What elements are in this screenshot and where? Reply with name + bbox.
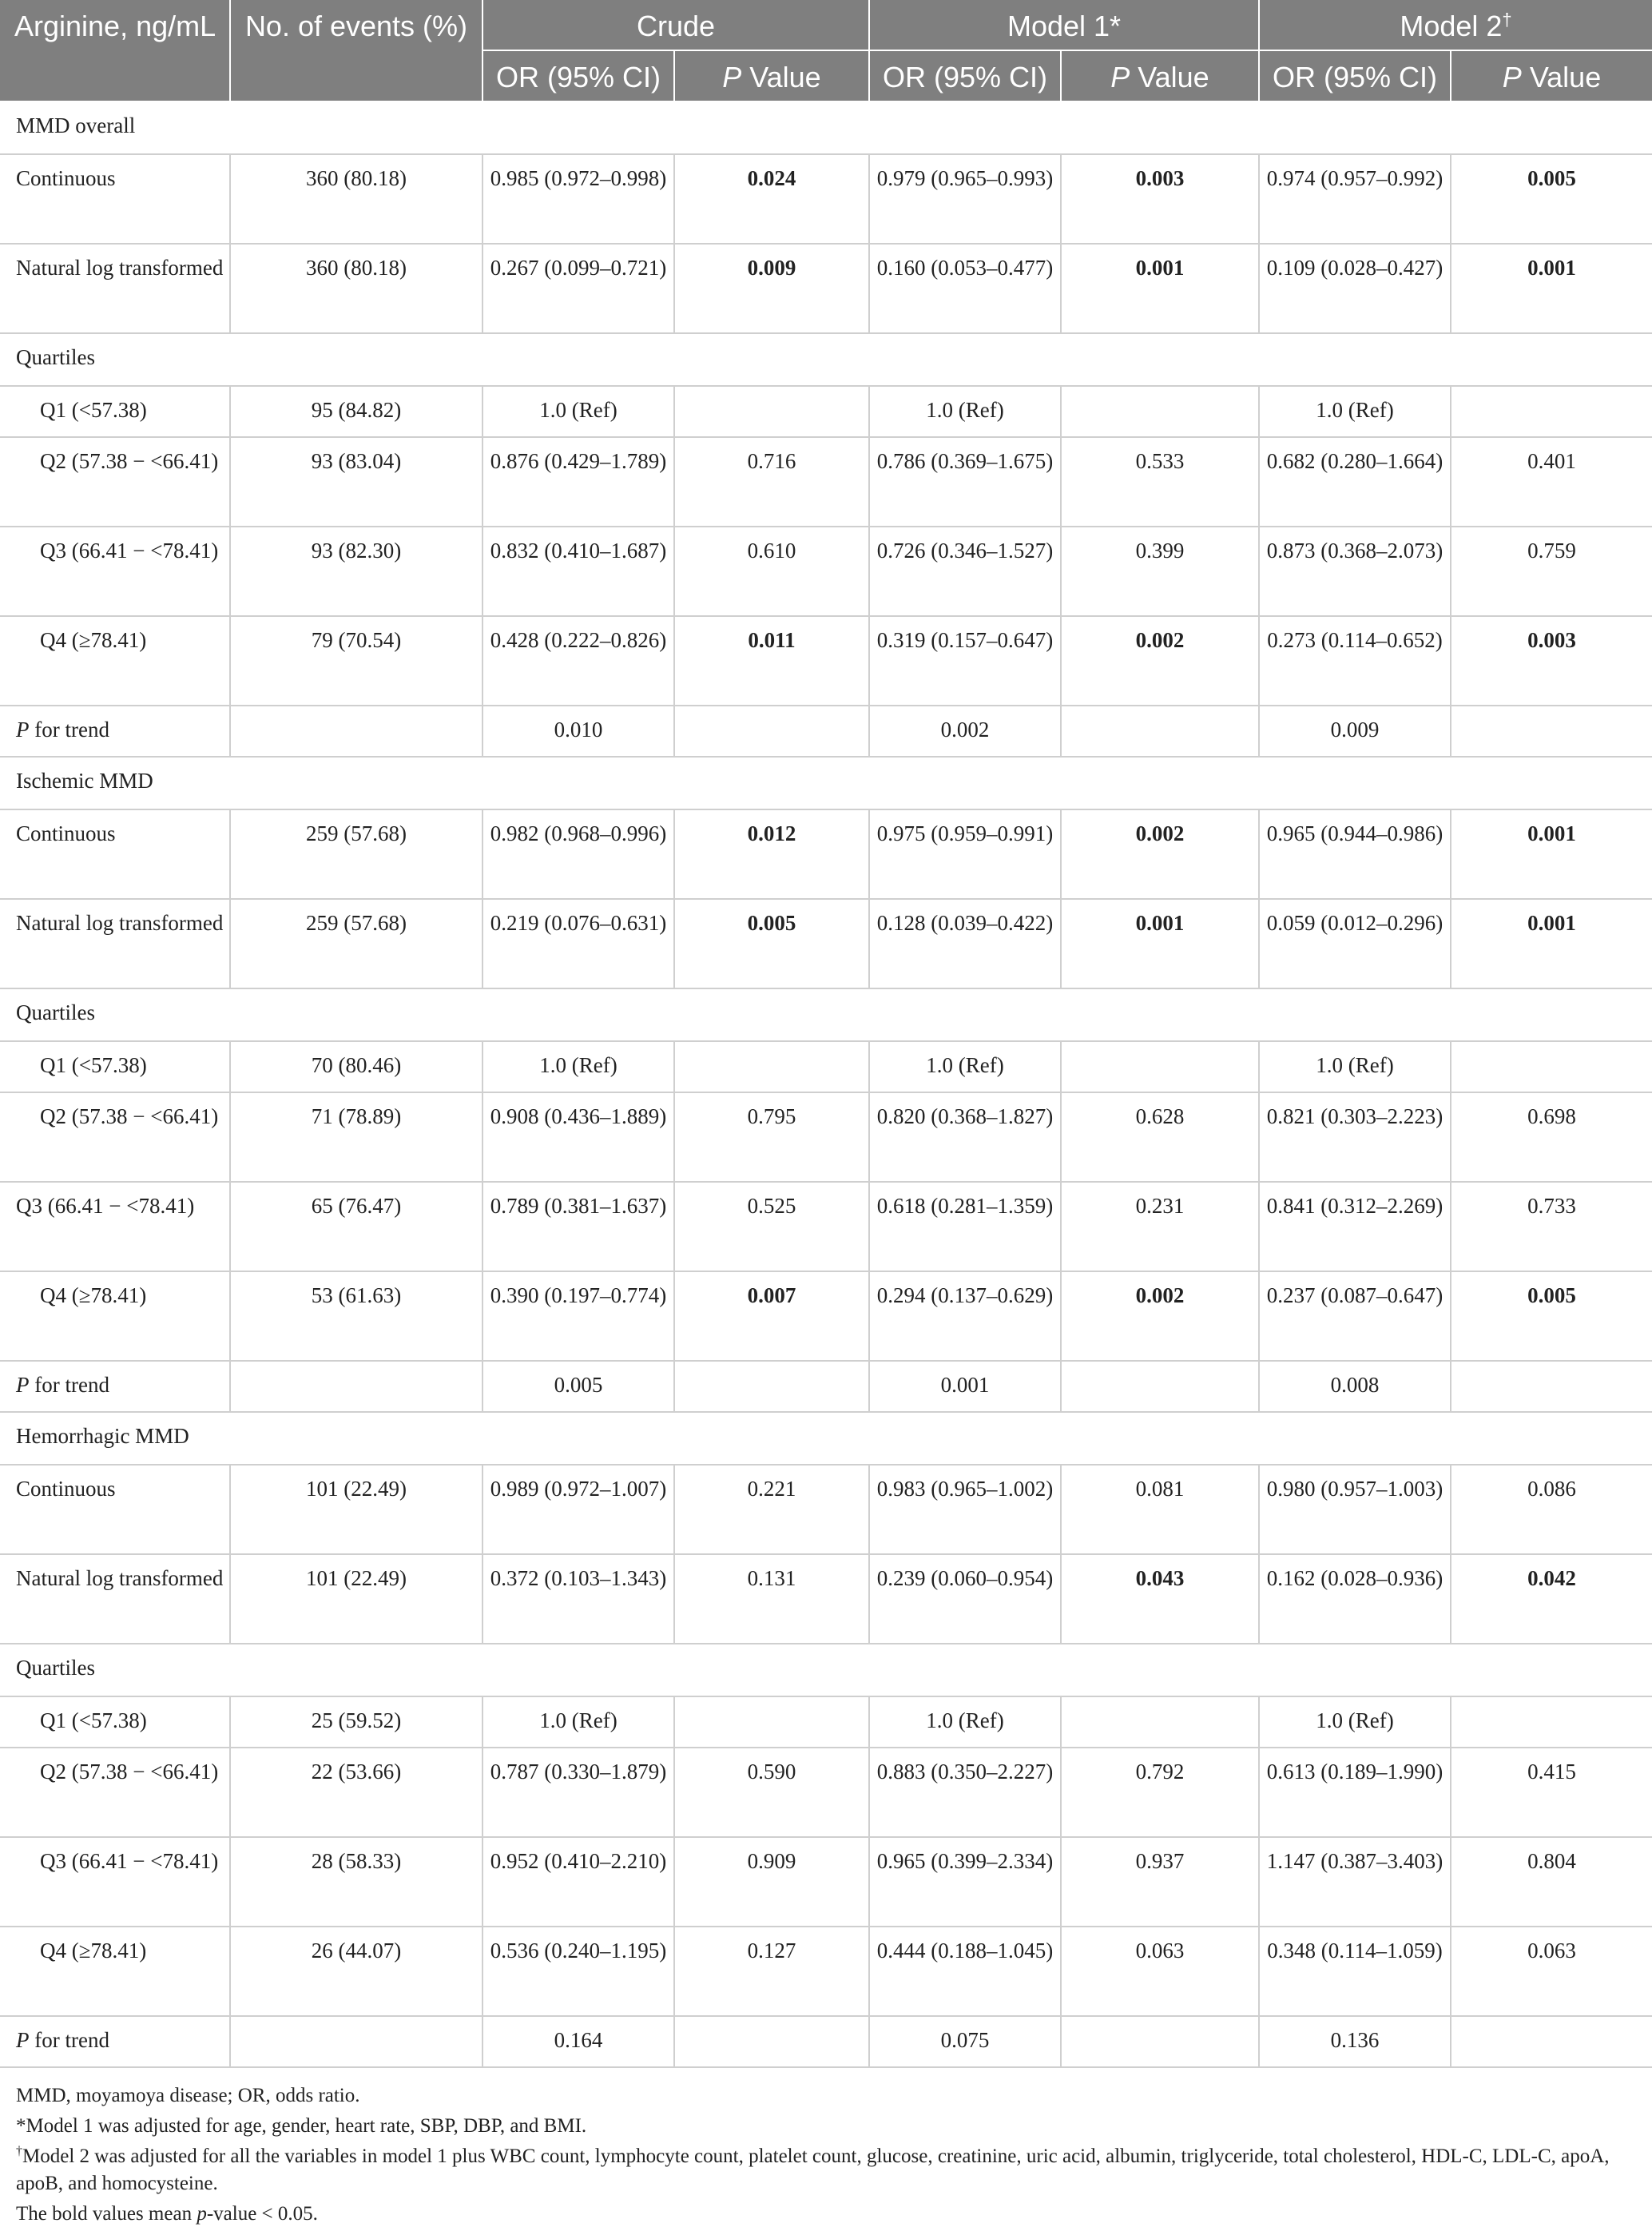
row-events: 101 (22.49) [230,1465,482,1554]
trend-events [230,2016,482,2067]
row-events: 360 (80.18) [230,154,482,244]
footnote-bold-italic: p [197,2203,207,2225]
table-row [0,1927,1652,2016]
footnote-model2-text: Model 2 was adjusted for all the variables in model 1 plus WBC count, lymphocyte count, platelet count, glucose, creatinine, uric acid, albumin, triglyceride, total cholesterol, HDL-C, LDL-C, apoA, apoB, and homocysteine. [16,2145,1610,2194]
row-label: Continuous [0,1465,230,1554]
trend-model1-p [1061,706,1259,757]
trend-model2: 0.136 [1259,2016,1451,2067]
trend-model1: 0.075 [869,2016,1061,2067]
row-model1-p [1061,386,1259,437]
row-label: Q1 (<57.38) [0,1696,230,1748]
row-model1-or: 0.975 (0.959–0.991) [869,809,1061,899]
row-model2-p: 0.804 [1451,1837,1652,1927]
table-row [0,1465,1652,1554]
row-model2-or: 0.841 (0.312–2.269) [1259,1182,1451,1271]
row-crude-or: 1.0 (Ref) [482,1696,674,1748]
row-model2-or: 0.682 (0.280–1.664) [1259,437,1451,527]
trend-model1: 0.002 [869,706,1061,757]
row-model2-p: 0.698 [1451,1092,1652,1182]
row-model2-or: 0.965 (0.944–0.986) [1259,809,1451,899]
subsection-row [0,988,1652,1041]
row-crude-or: 0.908 (0.436–1.889) [482,1092,674,1182]
table-row [0,1696,1652,1748]
row-crude-p: 0.005 [674,899,869,988]
row-events: 25 (59.52) [230,1696,482,1748]
trend-model1: 0.001 [869,1361,1061,1412]
row-model1-or: 0.726 (0.346–1.527) [869,527,1061,616]
row-model2-or: 0.821 (0.303–2.223) [1259,1092,1451,1182]
trend-p-letter: P [16,718,30,742]
row-events: 101 (22.49) [230,1554,482,1644]
trend-events [230,706,482,757]
table-row [0,1041,1652,1092]
row-crude-p [674,1696,869,1748]
row-crude-p: 0.131 [674,1554,869,1644]
row-model1-or: 0.786 (0.369–1.675) [869,437,1061,527]
subsection-row [0,333,1652,386]
row-model1-or: 0.319 (0.157–0.647) [869,616,1061,706]
row-label: Q2 (57.38 − <66.41) [0,1748,230,1837]
row-model1-p: 0.533 [1061,437,1259,527]
table-row [0,1837,1652,1927]
row-events: 22 (53.66) [230,1748,482,1837]
row-label: Q4 (≥78.41) [0,616,230,706]
row-model1-or: 1.0 (Ref) [869,1696,1061,1748]
trend-label [0,1361,230,1412]
row-model2-p: 0.001 [1451,244,1652,333]
row-model2-or: 0.873 (0.368–2.073) [1259,527,1451,616]
row-model2-p: 0.001 [1451,809,1652,899]
row-crude-p: 0.221 [674,1465,869,1554]
row-events: 259 (57.68) [230,809,482,899]
footnote-model1: *Model 1 was adjusted for age, gender, heart rate, SBP, DBP, and BMI. [16,2115,587,2137]
trend-model2: 0.009 [1259,706,1451,757]
row-crude-p [674,1041,869,1092]
row-events: 28 (58.33) [230,1837,482,1927]
row-label: Q4 (≥78.41) [0,1927,230,2016]
row-crude-or: 1.0 (Ref) [482,386,674,437]
footnotes [0,2068,1652,2228]
row-model2-p [1451,386,1652,437]
row-events: 95 (84.82) [230,386,482,437]
row-model1-p: 0.792 [1061,1748,1259,1837]
row-model1-p: 0.628 [1061,1092,1259,1182]
trend-crude-p [674,706,869,757]
trend-events [230,1361,482,1412]
header-crude: Crude [482,0,869,50]
row-model1-or: 0.239 (0.060–0.954) [869,1554,1061,1644]
row-model1-or: 0.965 (0.399–2.334) [869,1837,1061,1927]
row-model2-or: 0.974 (0.957–0.992) [1259,154,1451,244]
row-events: 79 (70.54) [230,616,482,706]
row-crude-p: 0.590 [674,1748,869,1837]
header-model2-text: Model 2 [1400,10,1503,42]
row-model1-or: 0.983 (0.965–1.002) [869,1465,1061,1554]
row-label: Q1 (<57.38) [0,1041,230,1092]
table-row [0,1271,1652,1361]
section-row [0,757,1652,809]
subsection-row [0,1644,1652,1696]
trend-model1-p [1061,2016,1259,2067]
row-label: Q3 (66.41 − <78.41) [0,1837,230,1927]
row-model2-p: 0.086 [1451,1465,1652,1554]
subheader-p-letter: P [1110,61,1130,93]
row-model1-p: 0.002 [1061,616,1259,706]
section-row [0,101,1652,154]
row-label: Q1 (<57.38) [0,386,230,437]
subsection-title: Quartiles [0,988,1652,1041]
subheader-p-letter: P [722,61,742,93]
table-row [0,1748,1652,1837]
header-arginine: Arginine, ng/mL [0,0,230,101]
row-crude-p: 0.610 [674,527,869,616]
table-row [0,1554,1652,1644]
trend-text: for trend [34,718,109,742]
trend-model2: 0.008 [1259,1361,1451,1412]
row-model2-p: 0.003 [1451,616,1652,706]
trend-model2-p [1451,706,1652,757]
footnote-model2-mark: † [16,2144,22,2158]
trend-p-letter: P [16,1373,30,1397]
row-crude-or: 0.372 (0.103–1.343) [482,1554,674,1644]
table-row [0,1092,1652,1182]
row-crude-or: 0.832 (0.410–1.687) [482,527,674,616]
row-model2-or: 1.0 (Ref) [1259,386,1451,437]
table-row [0,437,1652,527]
subheader-crude-p [674,50,869,101]
row-model2-or: 1.147 (0.387–3.403) [1259,1837,1451,1927]
row-model1-p [1061,1696,1259,1748]
footnote-model2 [16,2143,1636,2197]
row-model2-p [1451,1041,1652,1092]
subheader-crude-or: OR (95% CI) [482,50,674,101]
row-events: 259 (57.68) [230,899,482,988]
row-model2-or: 0.273 (0.114–0.652) [1259,616,1451,706]
table-row [0,809,1652,899]
row-label: Q4 (≥78.41) [0,1271,230,1361]
table-row [0,527,1652,616]
row-model1-p: 0.231 [1061,1182,1259,1271]
section-title: MMD overall [0,101,1652,154]
header-model2 [1259,0,1652,50]
row-model1-p: 0.937 [1061,1837,1259,1927]
row-label: Continuous [0,809,230,899]
section-row [0,1412,1652,1465]
row-crude-or: 0.989 (0.972–1.007) [482,1465,674,1554]
row-crude-or: 0.789 (0.381–1.637) [482,1182,674,1271]
row-model2-or: 0.162 (0.028–0.936) [1259,1554,1451,1644]
row-label: Q3 (66.41 − <78.41) [0,1182,230,1271]
row-crude-p: 0.007 [674,1271,869,1361]
row-model1-or: 0.444 (0.188–1.045) [869,1927,1061,2016]
row-model2-p: 0.401 [1451,437,1652,527]
row-events: 93 (83.04) [230,437,482,527]
table-row [0,154,1652,244]
row-crude-p: 0.012 [674,809,869,899]
row-model2-or: 1.0 (Ref) [1259,1041,1451,1092]
trend-model1-p [1061,1361,1259,1412]
row-label: Q2 (57.38 − <66.41) [0,1092,230,1182]
row-model1-p: 0.002 [1061,809,1259,899]
trend-row [0,2016,1652,2067]
row-crude-or: 0.428 (0.222–0.826) [482,616,674,706]
row-model1-p: 0.063 [1061,1927,1259,2016]
table-row [0,1182,1652,1271]
row-model1-or: 1.0 (Ref) [869,1041,1061,1092]
row-crude-p: 0.795 [674,1092,869,1182]
row-crude-p [674,386,869,437]
footnote-bold-prefix: The bold values mean [16,2203,197,2225]
row-model2-p [1451,1696,1652,1748]
row-crude-or: 0.787 (0.330–1.879) [482,1748,674,1837]
footnote-bold [16,2201,1636,2228]
section-title: Hemorrhagic MMD [0,1412,1652,1465]
row-crude-p: 0.716 [674,437,869,527]
subheader-model1-or: OR (95% CI) [869,50,1061,101]
row-crude-or: 1.0 (Ref) [482,1041,674,1092]
trend-crude: 0.010 [482,706,674,757]
trend-crude-p [674,1361,869,1412]
row-model2-or: 0.980 (0.957–1.003) [1259,1465,1451,1554]
row-model1-p: 0.001 [1061,244,1259,333]
row-crude-or: 0.267 (0.099–0.721) [482,244,674,333]
row-model1-or: 0.979 (0.965–0.993) [869,154,1061,244]
trend-text: for trend [34,1373,109,1397]
subheader-p-word: Value [1130,61,1209,93]
table-row [0,244,1652,333]
row-events: 70 (80.46) [230,1041,482,1092]
row-model1-or: 0.618 (0.281–1.359) [869,1182,1061,1271]
footnote-bold-suffix: -value < 0.05. [206,2203,318,2225]
row-label: Natural log transformed [0,1554,230,1644]
row-crude-or: 0.876 (0.429–1.789) [482,437,674,527]
subsection-title: Quartiles [0,333,1652,386]
row-model1-or: 0.820 (0.368–1.827) [869,1092,1061,1182]
row-crude-or: 0.390 (0.197–0.774) [482,1271,674,1361]
trend-crude: 0.164 [482,2016,674,2067]
row-model2-p: 0.005 [1451,154,1652,244]
row-model2-or: 0.613 (0.189–1.990) [1259,1748,1451,1837]
row-model1-or: 0.160 (0.053–0.477) [869,244,1061,333]
row-crude-or: 0.536 (0.240–1.195) [482,1927,674,2016]
row-crude-p: 0.011 [674,616,869,706]
table-header [0,0,1652,101]
trend-model2-p [1451,1361,1652,1412]
row-crude-p: 0.909 [674,1837,869,1927]
row-events: 53 (61.63) [230,1271,482,1361]
row-crude-p: 0.525 [674,1182,869,1271]
subheader-model1-p [1061,50,1259,101]
row-crude-p: 0.127 [674,1927,869,2016]
row-model1-p: 0.081 [1061,1465,1259,1554]
section-title: Ischemic MMD [0,757,1652,809]
trend-model2-p [1451,2016,1652,2067]
row-crude-or: 0.985 (0.972–0.998) [482,154,674,244]
row-model2-p: 0.005 [1451,1271,1652,1361]
row-label: Natural log transformed [0,899,230,988]
row-model1-p: 0.003 [1061,154,1259,244]
row-crude-p: 0.009 [674,244,869,333]
row-crude-p: 0.024 [674,154,869,244]
row-label: Natural log transformed [0,244,230,333]
table-row [0,386,1652,437]
row-label: Q3 (66.41 − <78.41) [0,527,230,616]
row-model1-or: 0.883 (0.350–2.227) [869,1748,1061,1837]
trend-row [0,1361,1652,1412]
row-model2-or: 1.0 (Ref) [1259,1696,1451,1748]
row-model2-p: 0.001 [1451,899,1652,988]
row-crude-or: 0.219 (0.076–0.631) [482,899,674,988]
trend-label [0,2016,230,2067]
row-model2-p: 0.063 [1451,1927,1652,2016]
header-model1: Model 1* [869,0,1259,50]
row-events: 360 (80.18) [230,244,482,333]
subheader-model2-p [1451,50,1652,101]
table-row [0,616,1652,706]
row-events: 71 (78.89) [230,1092,482,1182]
row-model1-p [1061,1041,1259,1092]
trend-p-letter: P [16,2028,30,2052]
row-model1-p: 0.001 [1061,899,1259,988]
row-model1-or: 0.294 (0.137–0.629) [869,1271,1061,1361]
header-model2-mark: † [1502,10,1512,30]
trend-label [0,706,230,757]
row-model1-or: 1.0 (Ref) [869,386,1061,437]
row-crude-or: 0.982 (0.968–0.996) [482,809,674,899]
subsection-title: Quartiles [0,1644,1652,1696]
table-row [0,899,1652,988]
row-model2-p: 0.733 [1451,1182,1652,1271]
trend-row [0,706,1652,757]
row-model2-or: 0.348 (0.114–1.059) [1259,1927,1451,2016]
row-model2-or: 0.109 (0.028–0.427) [1259,244,1451,333]
trend-crude: 0.005 [482,1361,674,1412]
subheader-p-word: Value [1521,61,1602,93]
row-model1-or: 0.128 (0.039–0.422) [869,899,1061,988]
row-label: Continuous [0,154,230,244]
subheader-p-word: Value [741,61,821,93]
row-model1-p: 0.043 [1061,1554,1259,1644]
row-model1-p: 0.399 [1061,527,1259,616]
row-events: 26 (44.07) [230,1927,482,2016]
row-crude-or: 0.952 (0.410–2.210) [482,1837,674,1927]
row-model1-p: 0.002 [1061,1271,1259,1361]
row-model2-p: 0.759 [1451,527,1652,616]
row-model2-or: 0.237 (0.087–0.647) [1259,1271,1451,1361]
trend-text: for trend [34,2028,109,2052]
row-events: 65 (76.47) [230,1182,482,1271]
footnote-abbrev: MMD, moyamoya disease; OR, odds ratio. [16,2085,360,2106]
row-model2-p: 0.415 [1451,1748,1652,1837]
trend-crude-p [674,2016,869,2067]
row-model2-or: 0.059 (0.012–0.296) [1259,899,1451,988]
table-body [0,101,1652,2067]
subheader-model2-or: OR (95% CI) [1259,50,1451,101]
row-events: 93 (82.30) [230,527,482,616]
subheader-p-letter: P [1502,61,1522,93]
header-events: No. of events (%) [230,0,482,101]
row-label: Q2 (57.38 − <66.41) [0,437,230,527]
row-model2-p: 0.042 [1451,1554,1652,1644]
